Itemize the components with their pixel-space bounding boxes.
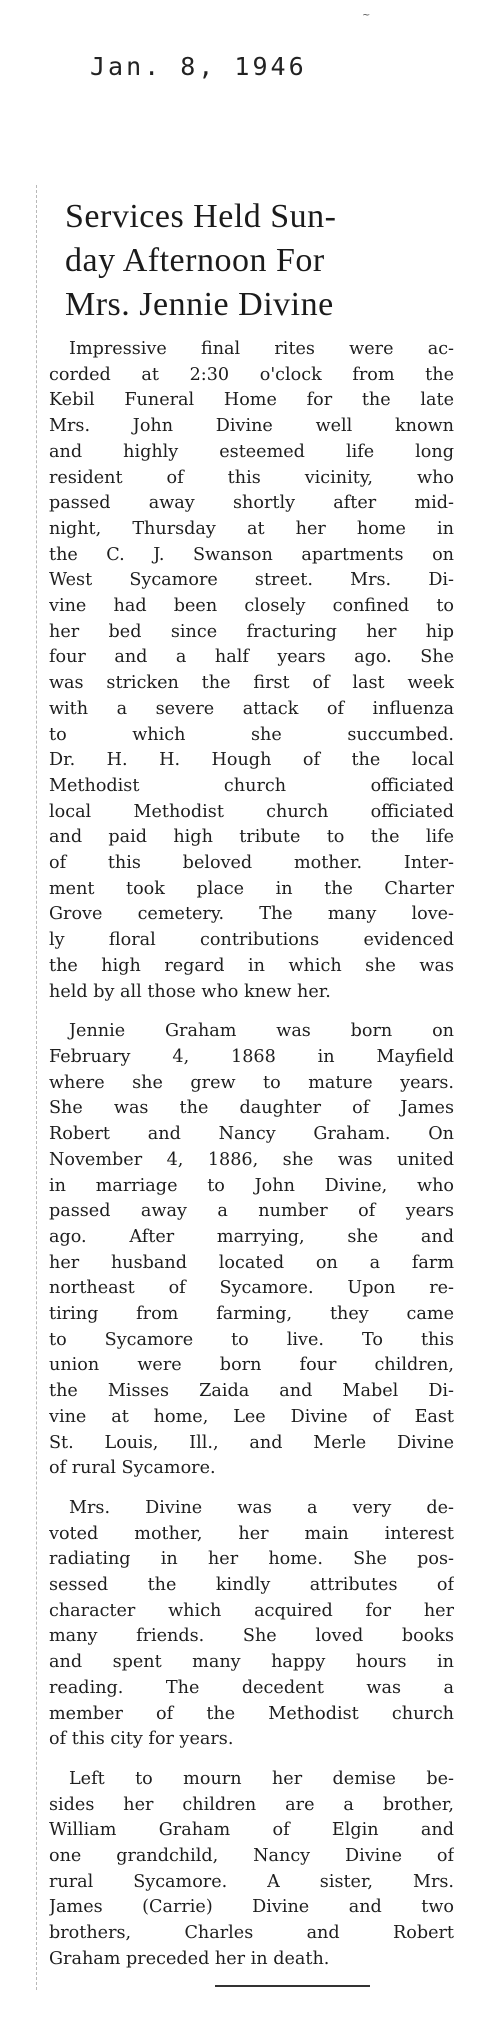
article-line: resident of this vicinity, who: [49, 467, 454, 488]
article-line: union were born four children,: [49, 1355, 454, 1376]
article-line: Mrs. Divine was a very de-: [69, 1497, 454, 1518]
article-body: [49, 337, 454, 1987]
article-line: and paid high tribute to the life: [49, 827, 454, 848]
headline: [65, 195, 455, 327]
article-line: the Misses Zaida and Mabel Di-: [49, 1381, 454, 1402]
article-line: Graham preceded her in death.: [49, 1948, 330, 1969]
article-line: character which acquired for her: [49, 1600, 454, 1621]
article-line: ly floral contributions evidenced: [49, 930, 454, 951]
article-paragraph: [49, 1019, 454, 1482]
article-line: one grandchild, Nancy Divine of: [49, 1846, 454, 1867]
article-line: to Sycamore to live. To this: [49, 1329, 454, 1350]
date-stamp: Jan. 8, 1946: [90, 52, 307, 81]
article-line: sides her children are a brother,: [49, 1794, 454, 1815]
headline-line: day Afternoon For: [65, 242, 325, 279]
article-line: James (Carrie) Divine and two: [49, 1897, 454, 1918]
article-line: member of the Methodist church: [49, 1703, 454, 1724]
end-rule: [215, 1985, 370, 1987]
article-line: reading. The decedent was a: [49, 1677, 454, 1698]
headline-line: Services Held Sun-: [65, 198, 337, 235]
article-line: radiating in her home. She pos-: [49, 1549, 454, 1570]
newspaper-clipping: [36, 185, 457, 1990]
article-line: with a severe attack of influenza: [49, 698, 454, 719]
article-paragraph: [49, 337, 454, 1005]
article-line: ment took place in the Charter: [49, 878, 454, 899]
article-line: Dr. H. H. Hough of the local: [49, 750, 454, 771]
article-line: brothers, Charles and Robert: [49, 1923, 454, 1944]
article-line: the high regard in which she was: [49, 955, 454, 976]
article-line: and highly esteemed life long: [49, 441, 454, 462]
article-line: corded at 2:30 o'clock from the: [49, 364, 454, 385]
article-line: Grove cemetery. The many love-: [49, 904, 454, 925]
article-line: vine at home, Lee Divine of East: [49, 1406, 454, 1427]
article-line: four and a half years ago. She: [49, 647, 454, 668]
article-line: Jennie Graham was born on: [69, 1021, 454, 1042]
article-line: passed away a number of years: [49, 1201, 454, 1222]
article-line: was stricken the first of last week: [49, 673, 454, 694]
article-line: northeast of Sycamore. Upon re-: [49, 1278, 454, 1299]
article-line: William Graham of Elgin and: [49, 1820, 454, 1841]
article-line: November 4, 1886, she was united: [49, 1149, 454, 1170]
article-line: of this city for years.: [49, 1729, 234, 1750]
headline-line: Mrs. Jennie Divine: [65, 286, 334, 323]
article-paragraph: [49, 1767, 454, 1973]
article-line: her bed since fracturing her hip: [49, 621, 454, 642]
article-line: She was the daughter of James: [49, 1098, 454, 1119]
article-line: of this beloved mother. Inter-: [49, 853, 454, 874]
article-line: Mrs. John Divine well known: [49, 416, 454, 437]
article-line: Impressive final rites were ac-: [69, 339, 454, 359]
article-line: the C. J. Swanson apartments on: [49, 544, 454, 565]
article-line: Left to mourn her demise be-: [69, 1768, 454, 1789]
article-line: vine had been closely confined to: [49, 596, 454, 617]
article-line: West Sycamore street. Mrs. Di-: [49, 570, 454, 591]
article-line: to which she succumbed.: [49, 724, 454, 745]
article-line: Robert and Nancy Graham. On: [49, 1124, 454, 1145]
article-line: where she grew to mature years.: [49, 1072, 454, 1093]
article-line: and spent many happy hours in: [49, 1652, 454, 1673]
article-line: her husband located on a farm: [49, 1252, 454, 1273]
article-line: ago. After marrying, she and: [49, 1226, 454, 1247]
article-line: passed away shortly after mid-: [49, 493, 454, 514]
article-paragraph: [49, 1496, 454, 1753]
article-line: tiring from farming, they came: [49, 1304, 454, 1325]
article-line: February 4, 1868 in Mayfield: [49, 1046, 454, 1067]
article-line: Kebil Funeral Home for the late: [49, 390, 454, 411]
article-line: sessed the kindly attributes of: [49, 1575, 454, 1596]
article-line: of rural Sycamore.: [49, 1458, 216, 1479]
corner-scribble: ~: [362, 10, 371, 21]
article-line: local Methodist church officiated: [49, 801, 454, 822]
article-line: voted mother, her main interest: [49, 1523, 454, 1544]
article-line: Methodist church officiated: [49, 775, 454, 796]
article-line: night, Thursday at her home in: [49, 518, 454, 539]
article-line: held by all those who knew her.: [49, 981, 331, 1002]
article-line: many friends. She loved books: [49, 1626, 454, 1647]
article-line: St. Louis, Ill., and Merle Divine: [49, 1432, 454, 1453]
article-line: rural Sycamore. A sister, Mrs.: [49, 1871, 454, 1892]
article-line: in marriage to John Divine, who: [49, 1175, 454, 1196]
